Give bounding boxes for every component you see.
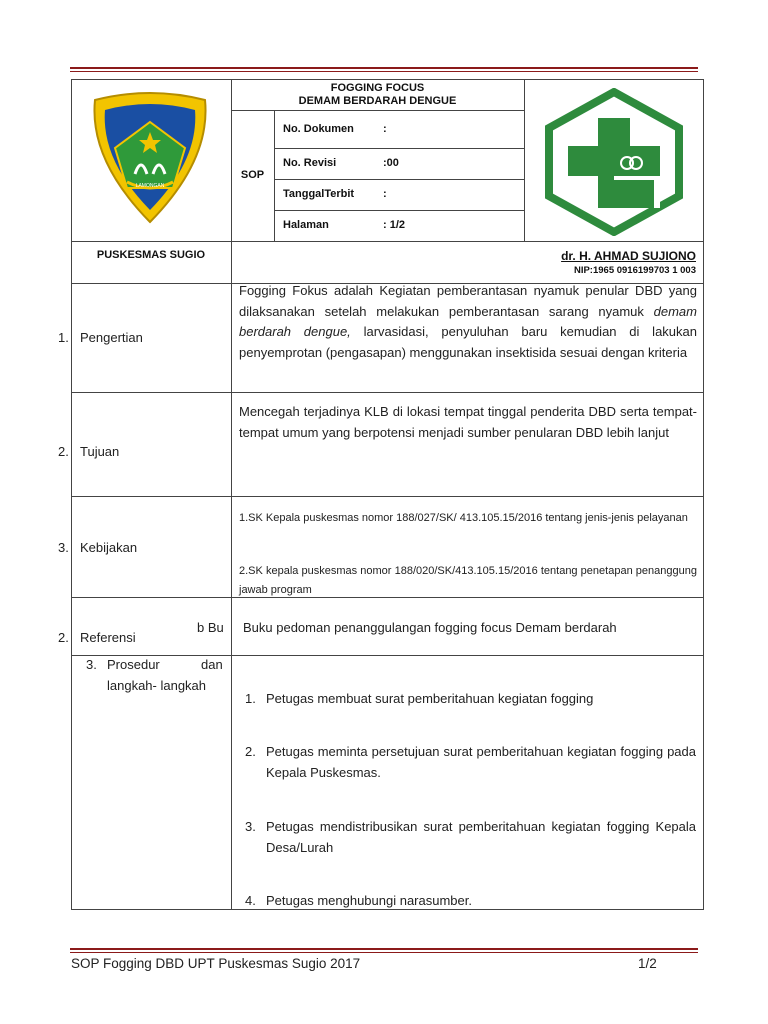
pengertian-text-italic: demam berdarah dengue, [239, 303, 697, 339]
organization-name: PUSKESMAS SUGIO [96, 249, 206, 261]
field-tanggal-terbit-value: : [383, 188, 387, 200]
field-no-dokumen-label: No. Dokumen [283, 123, 354, 135]
bottom-rule [70, 948, 698, 953]
signer-name: dr. H. AHMAD SUJIONO [561, 249, 696, 263]
signer-nip: NIP:1965 0916199703 1 003 [573, 265, 696, 276]
field-tanggal-terbit-label: TanggalTerbit [283, 188, 355, 200]
prosedur-label-1: Prosedur [107, 657, 160, 672]
pengertian-text [239, 281, 697, 363]
prosedur-number: 3. [86, 657, 97, 672]
field-no-revisi-value: :00 [383, 157, 399, 169]
field-halaman-value: : 1/2 [383, 219, 406, 231]
step-3-text: Petugas mendistribusikan surat pemberitahuan kegiatan fogging Kepala Desa/Lurah [266, 819, 696, 855]
title-line-2: DEMAM BERDARAH DENGUE [298, 95, 457, 107]
prosedur-label-2: langkah- langkah [107, 678, 207, 693]
kebijakan-number: 3. [58, 540, 69, 555]
referensi-text: Buku pedoman penanggulangan fogging focus Demam berdarah [243, 620, 617, 635]
tujuan-text: Mencegah terjadinya KLB di lokasi tempat tinggal penderita DBD serta tempat-tempat umum yang berpotensi menjadi sumber penularan DBD lebih lanjut [239, 404, 697, 440]
step-2-text: Petugas meminta persetujuan surat pemberitahuan kegiatan fogging pada Kepala Puskesmas. [266, 744, 696, 780]
signature-block [524, 249, 696, 276]
pengertian-number: 1. [58, 330, 69, 345]
sop-label: SOP [240, 169, 265, 181]
puskesmas-logo [543, 88, 685, 241]
step-4-number: 4. [245, 893, 256, 908]
pengertian-text-part1: Fogging Fokus adalah Kegiatan pemberantasan nyamuk penular DBD yang dilaksanakan setelah melakukan pemberantasan sarang nyamuk [239, 283, 697, 319]
step-1-text: Petugas membuat surat pemberitahuan kegiatan fogging [266, 691, 594, 706]
referensi-stray-text: b Bu [197, 620, 224, 635]
referensi-number: 2. [58, 630, 69, 645]
pengertian-label: Pengertian [80, 330, 143, 345]
pengertian-text-part2: larvasidasi, penyuluhan baru kemudian di lakukan penyemprotan (pengasapan) menggunakan insektisida sesuai dengan kriteria [239, 324, 697, 360]
step-2-number: 2. [245, 744, 256, 759]
kebijakan-item-1: 1.SK Kepala puskesmas nomor 188/027/SK/ 413.105.15/2016 tentang jenis-jenis pelayanan [239, 512, 688, 524]
regency-logo [85, 90, 215, 235]
field-no-dokumen-value: : [383, 123, 387, 135]
top-rule [70, 67, 698, 72]
svg-text:LAMONGAN: LAMONGAN [135, 183, 165, 189]
kebijakan-label: Kebijakan [80, 540, 138, 555]
tujuan-number: 2. [58, 444, 69, 459]
prosedur-label-1b: dan [201, 657, 223, 672]
step-4-text: Petugas menghubungi narasumber. [266, 893, 472, 908]
field-no-revisi-label: No. Revisi [283, 157, 337, 169]
step-3-number: 3. [245, 819, 256, 834]
tujuan-label: Tujuan [80, 444, 120, 459]
step-1-number: 1. [245, 691, 256, 706]
title-line-1: FOGGING FOCUS [330, 82, 425, 94]
document-title [231, 82, 524, 108]
kebijakan-item-2: 2.SK kepala puskesmas nomor 188/020/SK/413.105.15/2016 tentang penetapan penanggung jawab program [239, 565, 697, 596]
field-halaman-label: Halaman [283, 219, 329, 231]
footer-text: SOP Fogging DBD UPT Puskesmas Sugio 2017 [71, 956, 361, 971]
referensi-label: Referensi [80, 630, 136, 645]
footer-page-number: 1/2 [638, 956, 657, 971]
